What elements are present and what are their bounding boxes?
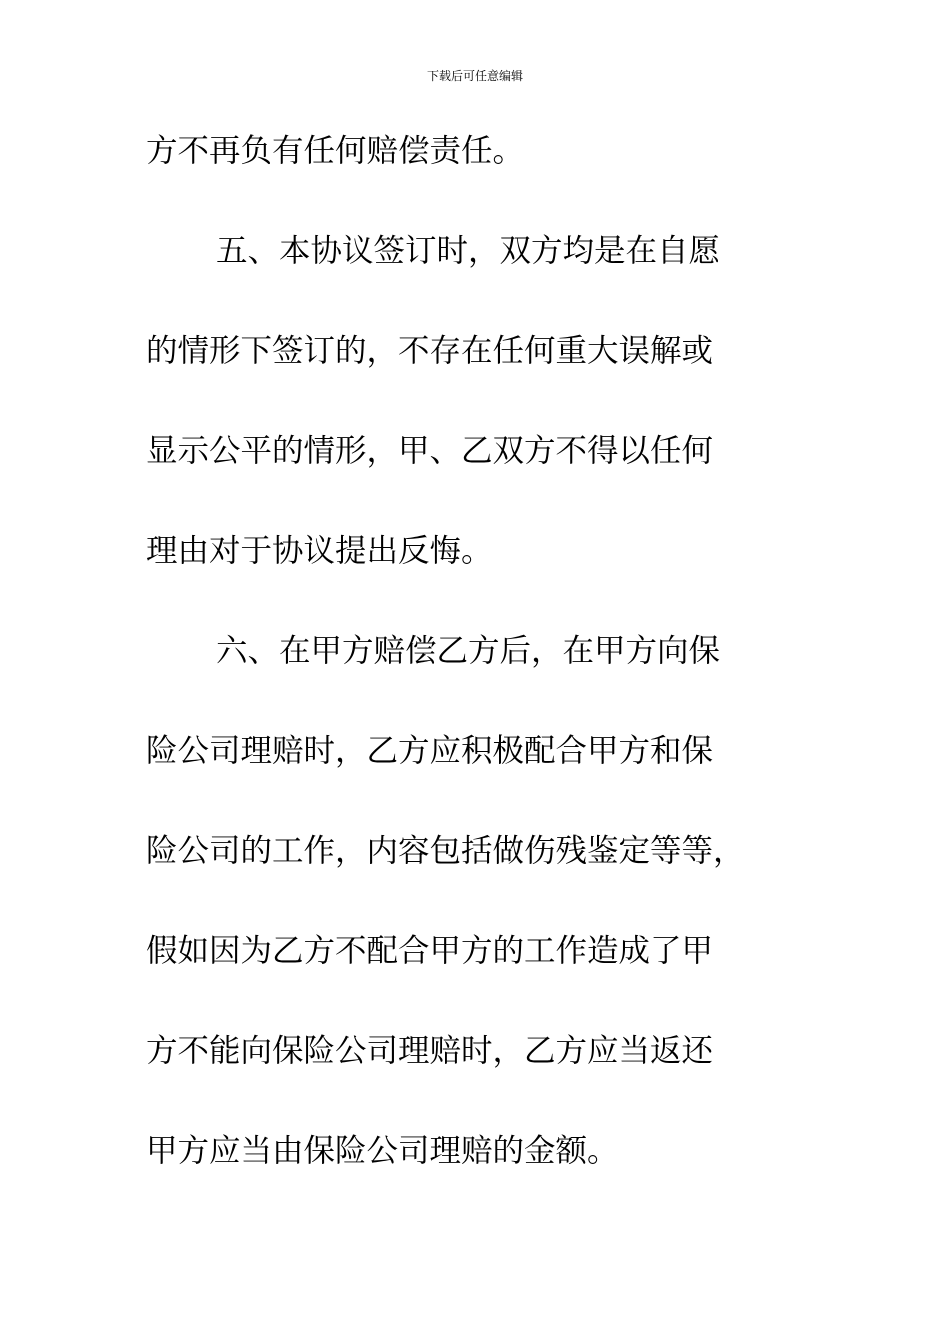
body-line: 显示公平的情形，甲、乙双方不得以任何 bbox=[146, 433, 714, 469]
body-line: 五、本协议签订时，双方均是在自愿 bbox=[216, 233, 721, 269]
body-line: 六、在甲方赔偿乙方后，在甲方向保 bbox=[216, 633, 721, 669]
body-line: 的情形下签订的，不存在任何重大误解或 bbox=[146, 333, 714, 369]
body-line: 甲方应当由保险公司理赔的金额。 bbox=[146, 1133, 619, 1169]
body-line: 方不再负有任何赔偿责任。 bbox=[146, 133, 525, 169]
page-header: 下载后可任意编辑 bbox=[426, 69, 523, 83]
body-line: 险公司理赔时，乙方应积极配合甲方和保 bbox=[146, 733, 714, 769]
body-line: 险公司的工作，内容包括做伤残鉴定等等， bbox=[146, 833, 745, 869]
body-line: 理由对于协议提出反悔。 bbox=[146, 533, 493, 569]
body-line: 方不能向保险公司理赔时，乙方应当返还 bbox=[146, 1033, 714, 1069]
body-line: 假如因为乙方不配合甲方的工作造成了甲 bbox=[146, 933, 714, 969]
